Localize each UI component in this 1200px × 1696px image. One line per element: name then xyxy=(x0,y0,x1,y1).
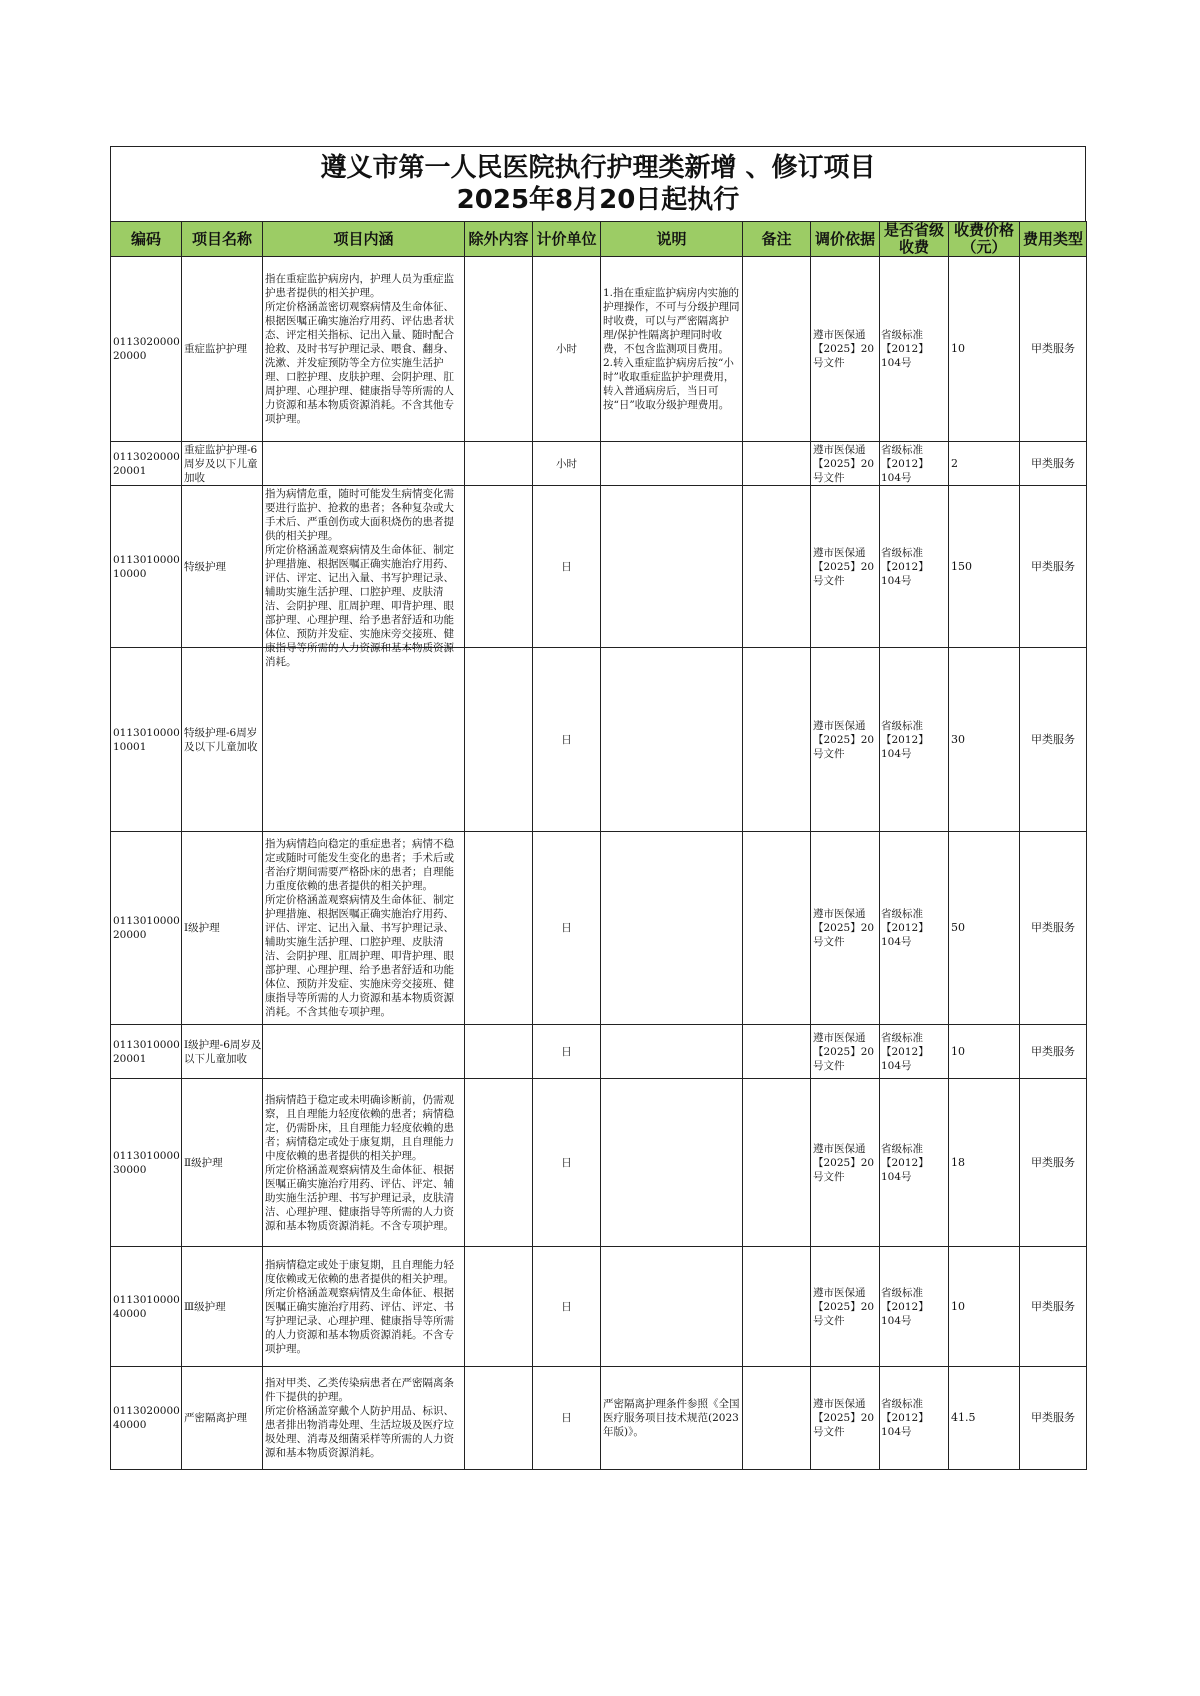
cell-remark xyxy=(743,832,811,1025)
cell-provincial xyxy=(880,486,949,648)
cell-basis-text: 遵市医保通【2025】20号文件 xyxy=(813,443,875,484)
cell-unit xyxy=(533,1247,601,1367)
cell-provincial xyxy=(880,1079,949,1247)
cell-code-text: 011302000020000 xyxy=(113,336,180,362)
cell-explanation xyxy=(601,1079,743,1247)
cell-fee-type xyxy=(1020,486,1087,648)
cell-price xyxy=(949,648,1020,832)
cell-name-text: Ⅰ级护理-6周岁及以下儿童加收 xyxy=(184,1038,262,1065)
cell-content xyxy=(263,257,465,442)
cell-fee-type xyxy=(1020,1079,1087,1247)
cell-price-text: 150 xyxy=(951,559,972,573)
cell-fee-type-text: 甲类服务 xyxy=(1031,456,1075,470)
cell-unit-text: 日 xyxy=(561,1045,572,1058)
cell-fee-type-text: 甲类服务 xyxy=(1031,1411,1075,1424)
cell-basis xyxy=(811,1367,880,1470)
table-row xyxy=(111,648,1087,832)
cell-fee-type xyxy=(1020,832,1087,1025)
cell-unit-text: 日 xyxy=(561,1156,572,1169)
cell-unit xyxy=(533,1079,601,1247)
cell-fee-type xyxy=(1020,648,1087,832)
cell-fee-type-text: 甲类服务 xyxy=(1031,1155,1075,1169)
cell-code xyxy=(111,648,182,832)
cell-explanation xyxy=(601,257,743,442)
header-content: 项目内涵 xyxy=(263,222,465,257)
cell-basis-text: 遵市医保通【2025】20号文件 xyxy=(813,1031,875,1072)
cell-provincial xyxy=(880,1367,949,1470)
cell-provincial xyxy=(880,257,949,442)
cell-explanation-text: 严密隔离护理条件参照《全国医疗服务项目技术规范(2023年版)》。 xyxy=(603,1398,740,1438)
cell-basis-text: 遵市医保通【2025】20号文件 xyxy=(813,719,875,760)
cell-name xyxy=(182,1367,263,1470)
cell-content-text: 指在重症监护病房内，护理人员为重症监护患者提供的相关护理。 所定价格涵盖密切观察病情及生命体征、根据医嘱正确实施治疗用药、评估患者状态、评定相关指标、记出入量、随时配合抢救、及时书写护理记录、喂食、翻身、洗漱、并发症预防等全方位实施生活护理、口腔护理、皮肤护理、会阴护理、肛周护理、心理护理、健康指导等所需的人力资源和基本物质资源消耗。不含其他专项护理。 xyxy=(265,273,454,425)
cell-content-text: 指病情趋于稳定或未明确诊断前，仍需观察，且自理能力轻度依赖的患者；病情稳定，仍需卧床，且自理能力轻度依赖的患者；病情稳定或处于康复期，且自理能力中度依赖的患者提供的相关护理。 所定价格涵盖观察病情及生命体征、根据医嘱正确实施治疗用药、评估、评定、辅助实施生活护理、书写护理记录，皮肤清洁、心理护理、健康指导等所需的人力资源和基本物质资源消耗。不含专项护理。 xyxy=(265,1093,454,1232)
header-provincial: 是否省级收费 xyxy=(880,222,949,257)
cell-provincial-text: 省级标准【2012】104号 xyxy=(881,329,929,369)
cell-excluded xyxy=(465,442,533,486)
cell-provincial-text: 省级标准【2012】104号 xyxy=(881,1286,929,1327)
cell-basis-text: 遵市医保通【2025】20号文件 xyxy=(813,1142,875,1183)
cell-basis-text: 遵市医保通【2025】20号文件 xyxy=(813,908,875,948)
cell-excluded xyxy=(465,1247,533,1367)
cell-unit-text: 小时 xyxy=(556,457,577,470)
cell-content xyxy=(263,1367,465,1470)
cell-name xyxy=(182,1247,263,1367)
header-excluded: 除外内容 xyxy=(465,222,533,257)
title-line-1: 遵义市第一人民医院执行护理类新增 、修订项目 xyxy=(320,153,876,183)
cell-basis xyxy=(811,1247,880,1367)
cell-code xyxy=(111,832,182,1025)
cell-remark xyxy=(743,1025,811,1079)
cell-price-text: 10 xyxy=(951,342,965,355)
cell-name-text: 特级护理-6周岁及以下儿童加收 xyxy=(184,726,258,753)
cell-code-text: 011301000020000 xyxy=(113,915,180,941)
cell-price xyxy=(949,1367,1020,1470)
cell-name-text: Ⅲ级护理 xyxy=(184,1300,226,1313)
cell-code xyxy=(111,1025,182,1079)
cell-code-text: 011301000010000 xyxy=(113,553,180,580)
cell-price xyxy=(949,1025,1020,1079)
cell-price-text: 2 xyxy=(951,456,958,470)
cell-remark xyxy=(743,648,811,832)
cell-basis xyxy=(811,486,880,648)
cell-unit xyxy=(533,442,601,486)
table-row xyxy=(111,1247,1087,1367)
cell-provincial-text: 省级标准【2012】104号 xyxy=(881,1142,929,1183)
header-price: 收费价格（元） xyxy=(949,222,1020,257)
cell-basis-text: 遵市医保通【2025】20号文件 xyxy=(813,546,875,587)
cell-name xyxy=(182,832,263,1025)
cell-provincial-text: 省级标准【2012】104号 xyxy=(881,719,929,760)
cell-basis-text: 遵市医保通【2025】20号文件 xyxy=(813,329,875,369)
table-row xyxy=(111,832,1087,1025)
cell-price-text: 41.5 xyxy=(951,1411,976,1424)
cell-basis xyxy=(811,648,880,832)
cell-basis xyxy=(811,1025,880,1079)
table-row xyxy=(111,442,1087,486)
cell-fee-type-text: 甲类服务 xyxy=(1031,732,1075,746)
table-row xyxy=(111,1367,1087,1470)
cell-provincial-text: 省级标准【2012】104号 xyxy=(881,1031,929,1072)
cell-name xyxy=(182,648,263,832)
cell-explanation-text: 1.指在重症监护病房内实施的护理操作，不可与分级护理同时收费，可以与严密隔离护理/保护性隔离护理同时收费，不包含监测项目费用。 2.转入重症监护病房后按“小时”收取重症监护护理费用，转入普通病房后，当日可按“日”收取分级护理费用。 xyxy=(603,287,740,411)
cell-provincial xyxy=(880,648,949,832)
cell-unit xyxy=(533,1025,601,1079)
cell-explanation xyxy=(601,1025,743,1079)
cell-fee-type-text: 甲类服务 xyxy=(1031,921,1075,934)
cell-code xyxy=(111,442,182,486)
cell-unit-text: 小时 xyxy=(556,343,577,355)
header-unit: 计价单位 xyxy=(533,222,601,257)
cell-remark xyxy=(743,257,811,442)
cell-remark xyxy=(743,1367,811,1470)
cell-price-text: 10 xyxy=(951,1299,965,1313)
header-remark: 备注 xyxy=(743,222,811,257)
cell-fee-type xyxy=(1020,442,1087,486)
cell-fee-type xyxy=(1020,257,1087,442)
cell-code xyxy=(111,1367,182,1470)
cell-fee-type xyxy=(1020,1025,1087,1079)
sheet-title xyxy=(110,146,1086,221)
cell-name xyxy=(182,442,263,486)
cell-excluded xyxy=(465,648,533,832)
cell-provincial xyxy=(880,1247,949,1367)
cell-excluded xyxy=(465,1079,533,1247)
cell-provincial-text: 省级标准【2012】104号 xyxy=(881,1398,929,1438)
cell-unit xyxy=(533,257,601,442)
cell-fee-type xyxy=(1020,1247,1087,1367)
cell-unit xyxy=(533,1367,601,1470)
header-explanation: 说明 xyxy=(601,222,743,257)
price-sheet xyxy=(110,146,1086,1470)
cell-code xyxy=(111,257,182,442)
cell-provincial-text: 省级标准【2012】104号 xyxy=(881,443,929,484)
cell-content xyxy=(263,442,465,486)
cell-fee-type-text: 甲类服务 xyxy=(1031,1044,1075,1058)
cell-unit xyxy=(533,832,601,1025)
cell-price-text: 30 xyxy=(951,732,965,746)
cell-basis xyxy=(811,832,880,1025)
cell-name-text: 严密隔离护理 xyxy=(184,1412,247,1424)
cell-content xyxy=(263,486,465,668)
cell-code xyxy=(111,486,182,648)
cell-name-text: Ⅱ级护理 xyxy=(184,1156,223,1169)
cell-remark xyxy=(743,442,811,486)
cell-content-text: 指病情稳定或处于康复期，且自理能力轻度依赖或无依赖的患者提供的相关护理。 所定价格涵盖观察病情及生命体征、根据医嘱正确实施治疗用药、评估、评定、书写护理记录、心理护理、健康指导等所需的人力资源和基本物质资源消耗。不含专项护理。 xyxy=(265,1258,454,1355)
cell-explanation xyxy=(601,1247,743,1367)
cell-fee-type-text: 甲类服务 xyxy=(1031,559,1075,573)
header-code: 编码 xyxy=(111,222,182,257)
cell-basis-text: 遵市医保通【2025】20号文件 xyxy=(813,1286,875,1327)
cell-provincial xyxy=(880,1025,949,1079)
cell-unit-text: 日 xyxy=(561,922,572,934)
table-row xyxy=(111,1079,1087,1247)
header-row xyxy=(111,222,1087,257)
header-name: 项目名称 xyxy=(182,222,263,257)
cell-name-text: 特级护理 xyxy=(184,560,226,573)
cell-name-text: 重症监护护理-6周岁及以下儿童加收 xyxy=(184,443,258,484)
cell-name xyxy=(182,1079,263,1247)
cell-basis xyxy=(811,442,880,486)
cell-content xyxy=(263,1247,465,1367)
cell-price xyxy=(949,1079,1020,1247)
cell-price xyxy=(949,257,1020,442)
cell-content xyxy=(263,648,465,832)
cell-fee-type-text: 甲类服务 xyxy=(1031,342,1075,355)
cell-code xyxy=(111,1247,182,1367)
cell-explanation xyxy=(601,1367,743,1470)
cell-provincial-text: 省级标准【2012】104号 xyxy=(881,908,929,948)
cell-unit-text: 日 xyxy=(561,560,572,573)
cell-content-text: 指为病情危重，随时可能发生病情变化需要进行监护、抢救的患者；各种复杂或大手术后、严重创伤或大面积烧伤的患者提供的相关护理。 所定价格涵盖观察病情及生命体征、制定护理措施、根据医嘱正确实施治疗用药、评估、评定、记出入量、书写护理记录、辅助实施生活护理、口腔护理、皮肤清洁、会阴护理、肛周护理、叩背护理、眼部护理、心理护理、给予患者舒适和功能体位、预防并发症、实施床旁交接班、健康指导等所需的人力资源和基本物质资源消耗。 xyxy=(265,487,454,668)
cell-code-text: 011302000020001 xyxy=(113,450,180,477)
cell-basis xyxy=(811,1079,880,1247)
cell-excluded xyxy=(465,832,533,1025)
cell-code-text: 011301000020001 xyxy=(113,1038,180,1065)
cell-code xyxy=(111,1079,182,1247)
cell-excluded xyxy=(465,1025,533,1079)
cell-explanation xyxy=(601,486,743,648)
cell-content xyxy=(263,1025,465,1079)
cell-price xyxy=(949,832,1020,1025)
cell-explanation xyxy=(601,442,743,486)
cell-basis xyxy=(811,257,880,442)
cell-price xyxy=(949,442,1020,486)
cell-remark xyxy=(743,1247,811,1367)
cell-price-text: 50 xyxy=(951,921,965,934)
cell-unit-text: 日 xyxy=(561,733,572,746)
cell-price xyxy=(949,486,1020,648)
cell-excluded xyxy=(465,257,533,442)
cell-price-text: 18 xyxy=(951,1155,965,1169)
table-row xyxy=(111,486,1087,648)
cell-name-text: Ⅰ级护理 xyxy=(184,922,220,934)
header-basis: 调价依据 xyxy=(811,222,880,257)
cell-code-text: 011301000010001 xyxy=(113,726,180,753)
cell-content-text: 指对甲类、乙类传染病患者在严密隔离条件下提供的护理。 所定价格涵盖穿戴个人防护用品、标识、患者排出物消毒处理、生活垃圾及医疗垃圾处理、消毒及细菌采样等所需的人力资源和基本物质资源消耗。 xyxy=(265,1377,454,1459)
title-line-2: 2025年8月20日起执行 xyxy=(456,185,740,215)
cell-code-text: 011302000040000 xyxy=(113,1405,180,1431)
cell-provincial xyxy=(880,832,949,1025)
cell-explanation xyxy=(601,648,743,832)
table-row xyxy=(111,257,1087,442)
cell-price xyxy=(949,1247,1020,1367)
cell-excluded xyxy=(465,1367,533,1470)
cell-provincial xyxy=(880,442,949,486)
cell-content-text: 指为病情趋向稳定的重症患者；病情不稳定或随时可能发生变化的患者；手术后或者治疗期间需要严格卧床的患者；自理能力重度依赖的患者提供的相关护理。 所定价格涵盖观察病情及生命体征、制定护理措施、根据医嘱正确实施治疗用药、评估、评定、记出入量、书写护理记录、辅助实施生活护理、口腔护理、皮肤清洁、会阴护理、肛周护理、叩背护理、眼部护理、心理护理、给予患者舒适和功能体位、预防并发症、实施床旁交接班、健康指导等所需的人力资源和基本物质资源消耗。不含其他专项护理。 xyxy=(265,838,454,1018)
cell-code-text: 011301000030000 xyxy=(113,1149,180,1176)
cell-remark xyxy=(743,1079,811,1247)
cell-unit-text: 日 xyxy=(561,1412,572,1424)
cell-basis-text: 遵市医保通【2025】20号文件 xyxy=(813,1398,875,1438)
items-table xyxy=(110,221,1087,1470)
cell-name xyxy=(182,486,263,648)
cell-content xyxy=(263,1079,465,1247)
cell-code-text: 011301000040000 xyxy=(113,1293,180,1320)
cell-fee-type-text: 甲类服务 xyxy=(1031,1299,1075,1313)
cell-price-text: 10 xyxy=(951,1044,965,1058)
cell-name xyxy=(182,257,263,442)
cell-explanation xyxy=(601,832,743,1025)
table-row xyxy=(111,1025,1087,1079)
cell-provincial-text: 省级标准【2012】104号 xyxy=(881,546,929,587)
cell-unit xyxy=(533,648,601,832)
cell-excluded xyxy=(465,486,533,648)
cell-unit-text: 日 xyxy=(561,1300,572,1313)
cell-name-text: 重症监护护理 xyxy=(184,343,247,355)
cell-fee-type xyxy=(1020,1367,1087,1470)
cell-content xyxy=(263,832,465,1025)
header-fee-type: 费用类型 xyxy=(1020,222,1087,257)
cell-unit xyxy=(533,486,601,648)
cell-name xyxy=(182,1025,263,1079)
cell-remark xyxy=(743,486,811,648)
